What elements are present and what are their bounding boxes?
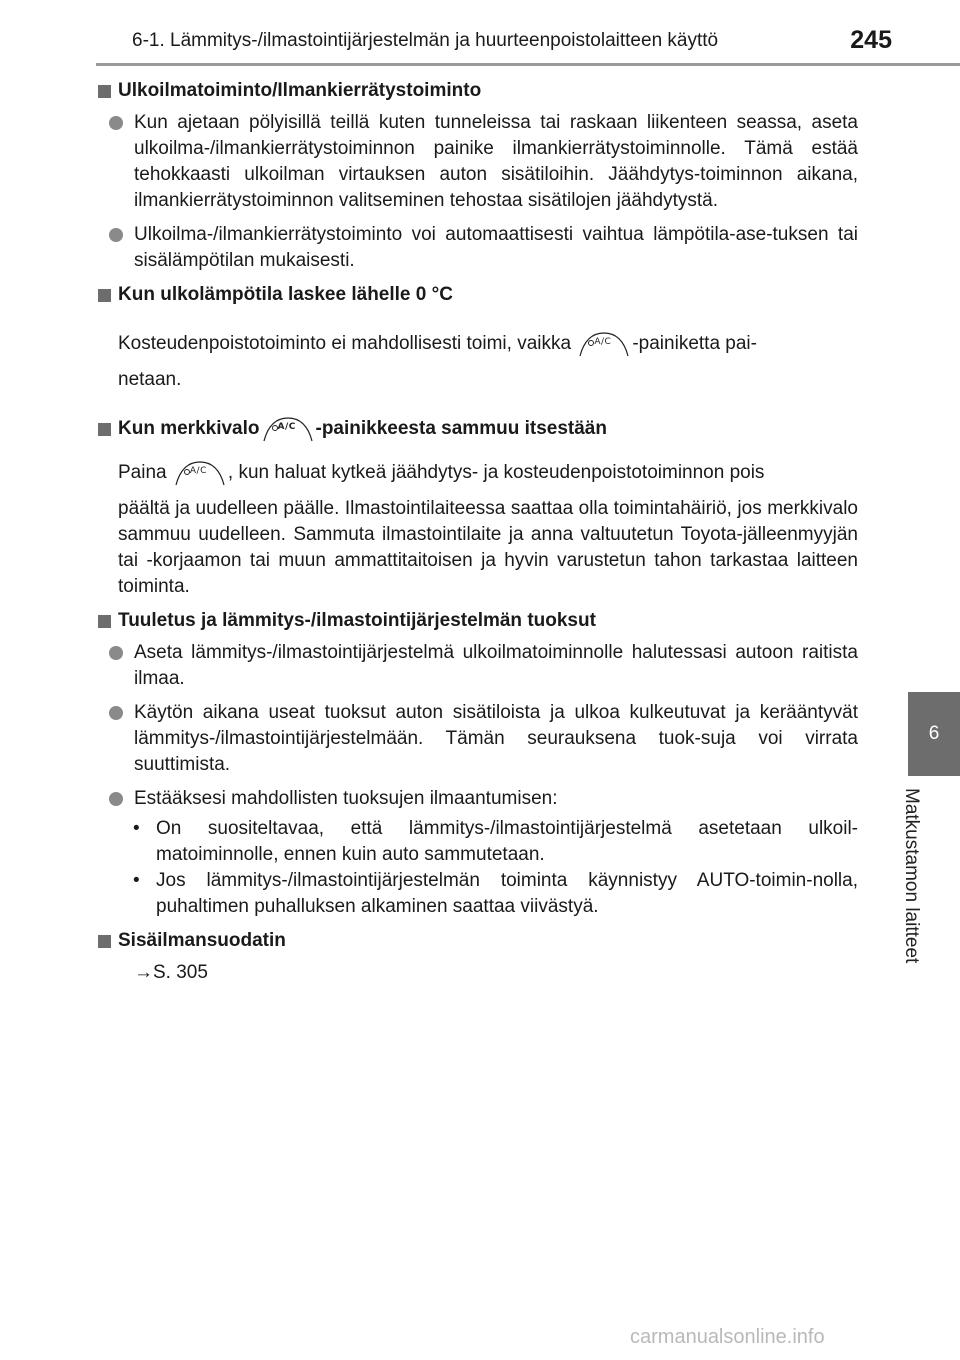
- bullet-text: Ulkoilma-/ilmankierrätystoiminto voi automaattisesti vaihtua lämpötila-ase-tuksen tai sisälämpötilan mukaisesti.: [134, 224, 858, 271]
- bullet-text: Käytön aikana useat tuoksut auton sisätiloista ja ulkoa kulkeutuvat ja kerääntyvät lämmitys-/ilmastointijärjestelmään. Tämän seurauksena tuok-suja voi virrata suuttimista.: [134, 702, 858, 776]
- heading-text: Ulkoilmatoiminto/Ilmankierrätystoiminto: [118, 80, 482, 101]
- section-heading: [96, 282, 858, 308]
- header-title: 6-1. Lämmitys-/ilmastointijärjestelmän ja huurteenpoistolaitteen käyttö: [132, 30, 719, 51]
- square-bullet-icon: [98, 423, 111, 436]
- watermark: carmanualsonline.info: [630, 1326, 825, 1348]
- sub-bullet-text: On suositeltavaa, että lämmitys-/ilmastointijärjestelmä asetetaan ulkoil-matoiminnolle, ennen kuin auto sammutetaan.: [156, 818, 858, 866]
- section-heading: [96, 608, 858, 634]
- sub-bullet-item: [96, 868, 858, 920]
- bullet-item: [96, 222, 858, 274]
- paragraph-text: netaan.: [118, 369, 182, 390]
- bullet-item: [96, 110, 858, 214]
- circle-bullet-icon: [109, 706, 123, 720]
- page-content: [96, 78, 858, 986]
- paragraph: [96, 326, 858, 398]
- paragraph-text: -painiketta pai-: [632, 333, 757, 354]
- section-heading: [96, 928, 858, 954]
- circle-bullet-icon: [109, 792, 123, 806]
- small-dot-icon: •: [133, 870, 140, 892]
- ac-button-icon: A/C: [578, 331, 630, 357]
- heading-text: Kun ulkolämpötila laskee lähelle 0 °C: [118, 284, 453, 305]
- chapter-label: Matkustamon laitteet: [901, 788, 922, 964]
- bullet-item: [96, 786, 858, 812]
- square-bullet-icon: [98, 615, 111, 628]
- bullet-text: Estääksesi mahdollisten tuoksujen ilmaantumisen:: [134, 788, 558, 810]
- sub-bullet-text: Jos lämmitys-/ilmastointijärjestelmän toiminta käynnistyy AUTO-toimin-nolla, puhaltimen puhalluksen alkaminen saattaa viivästyä.: [156, 870, 858, 918]
- circle-bullet-icon: [109, 646, 123, 660]
- page-reference-link[interactable]: →S. 305: [134, 962, 208, 984]
- heading-text: Tuuletus ja lämmitys-/ilmastointijärjestelmän tuoksut: [118, 610, 596, 632]
- paragraph-text: , kun haluat kytkeä jäähdytys- ja kosteudenpoistotoiminnon pois: [227, 462, 765, 484]
- paragraph-text: Kosteudenpoistotoiminto ei mahdollisesti toimi, vaikka: [118, 333, 572, 354]
- bullet-item: [96, 700, 858, 778]
- circle-bullet-icon: [109, 228, 123, 242]
- sub-bullet-item: [96, 816, 858, 868]
- square-bullet-icon: [98, 85, 111, 98]
- bullet-item: [96, 640, 858, 692]
- section-heading: [96, 416, 858, 442]
- square-bullet-icon: [98, 935, 111, 948]
- ac-button-icon: A/C: [174, 460, 226, 486]
- bullet-text: Kun ajetaan pölyisillä teillä kuten tunneleissa tai raskaan liikenteen seassa, aseta ulkoilma-/ilmankierrätystoiminnon painike ilmankierrätystoiminnolle. Tämä estää tehokkaasti ulkoilman virtauksen auton sisätiloihin. Jäähdytys-toiminnon aikana, ilmankierrätystoiminnon valitseminen tehostaa sisätilojen jäähdytystä.: [134, 112, 858, 211]
- page-header: [0, 0, 960, 70]
- small-dot-icon: •: [133, 818, 140, 840]
- page-number: 245: [850, 26, 892, 54]
- chapter-tab[interactable]: 6: [908, 692, 960, 776]
- paragraph: [96, 460, 858, 600]
- bullet-text: Aseta lämmitys-/ilmastointijärjestelmä ulkoilmatoiminnolle halutessasi autoon raitista ilmaa.: [134, 642, 858, 690]
- section-heading: [96, 78, 858, 104]
- circle-bullet-icon: [109, 116, 123, 130]
- header-rule: [96, 63, 960, 66]
- square-bullet-icon: [98, 289, 111, 302]
- paragraph-text: päältä ja uudelleen päälle. Ilmastointilaiteessa saattaa olla toimintahäiriö, jos merkkivalo sammuu uudelleen. Sammuta ilmastointilaite ja anna valtuutetun Toyota-jälleenmyyjän tai -korjaamon tai muun ammattitaitoisen ja hyvin varustetun tahon tarkastaa laitteen toiminta.: [118, 498, 858, 598]
- heading-text: -painikkeesta sammuu itsestään: [315, 418, 607, 439]
- heading-text: Sisäilmansuodatin: [118, 930, 286, 952]
- ac-button-icon: A/C: [262, 416, 314, 442]
- heading-text: Kun merkkivalo: [118, 418, 260, 439]
- paragraph-text: Paina: [118, 462, 167, 484]
